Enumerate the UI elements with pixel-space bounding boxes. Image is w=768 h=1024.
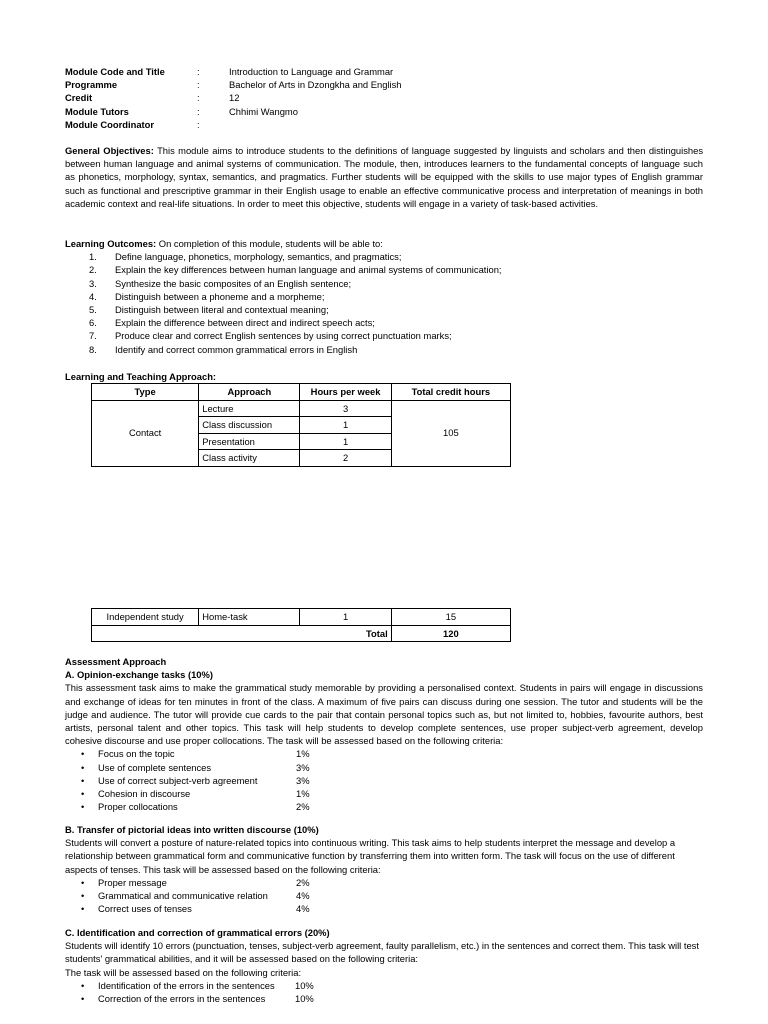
approach-cell: Class discussion <box>199 417 300 434</box>
list-item: • Cohesion in discourse 1% <box>81 787 310 799</box>
meta-colon: : <box>197 79 200 91</box>
list-item: • Focus on the topic 1% <box>81 748 310 760</box>
list-item: 5. Distinguish between literal and contextual meaning; <box>89 303 329 315</box>
total-value: 120 <box>391 625 510 642</box>
list-item: 8. Identify and correct common grammatical errors in English <box>89 343 358 355</box>
approach-table-continued <box>91 608 511 642</box>
assessment-a-text: This assessment task aims to make the grammatical study memorable by providing a personalised context. Students in pairs will engage in discussions and exchange of ideas for ten minutes in front of the class. A maximum of five pairs can discuss during one session. The tutor and students will be the judge and audience. The tutor will provide cue cards to the pair that contain personal topics such as, but not limited to, hobbies, favourite authors, best artists, personal talent and other topics. This task will help students to develop complete sentences, use proper subject-verb agreement, develop cohesive discourse and use proper collocations. The task will be assessed based on the following criteria: <box>65 682 703 747</box>
general-objectives <box>65 144 703 210</box>
assessment-c-criteria <box>65 979 703 1005</box>
meta-value: Introduction to Language and Grammar <box>229 66 394 77</box>
assessment-b <box>65 823 703 915</box>
meta-colon: : <box>197 105 200 117</box>
approach-table <box>91 383 511 467</box>
hours-cell: 2 <box>300 450 391 467</box>
list-item: 3. Synthesize the basic composites of an English sentence; <box>89 277 352 289</box>
list-item: • Correction of the errors in the sentences 10% <box>81 993 314 1004</box>
meta-value: Bachelor of Arts in Dzongkha and English <box>229 79 402 91</box>
approach-cell: Home-task <box>199 609 300 626</box>
assessment-b-criteria <box>65 876 703 916</box>
assessment-a-title: A. Opinion-exchange tasks (10%) <box>65 669 213 681</box>
list-item: • Use of correct subject-verb agreement 3% <box>81 774 310 786</box>
list-item: • Correct uses of tenses 4% <box>81 903 310 915</box>
credit-hours-cell: 15 <box>391 609 510 626</box>
type-cell: Independent study <box>92 609 199 626</box>
hours-cell: 1 <box>300 433 391 450</box>
meta-row-credit <box>65 91 703 104</box>
meta-key: Module Coordinator <box>65 118 155 130</box>
hours-cell: 1 <box>300 417 391 434</box>
meta-value: Chhimi Wangmo <box>229 105 298 117</box>
list-item: • Use of complete sentences 3% <box>81 761 310 773</box>
column-header: Hours per week <box>300 384 391 401</box>
meta-value: 12 <box>229 92 240 104</box>
outcomes-list <box>65 250 703 356</box>
meta-key: Module Code and Title <box>65 66 165 77</box>
list-item: • Proper collocations 2% <box>81 801 310 813</box>
credit-hours-cell: 105 <box>391 400 510 466</box>
approach-cell: Presentation <box>199 433 300 450</box>
objectives-heading: General Objectives: <box>65 145 154 156</box>
list-item: 4. Distinguish between a phoneme and a morpheme; <box>89 290 325 302</box>
list-item: • Identification of the errors in the sentences 10% <box>81 979 314 991</box>
assessment-c-title: C. Identification and correction of grammatical errors (20%) <box>65 927 330 938</box>
meta-row-code <box>65 65 703 78</box>
objectives-text: This module aims to introduce students to the definitions of language suggested by linguists and scholars and then distinguishes between human language and animal systems of communication. The module, then, introduces learners to the fundamental concepts of language such as phonetics, morphology, syntax, semantics, and pragmatics. Further students will be equipped with the skills to use major types of English grammar such as functional and prescriptive grammar in their English usage to enable an effective communicative process and interpretation of meanings in both academic context and real-life situations. In order to meet this objective, students will engage in a variety of task-based activities. <box>65 145 704 209</box>
column-header: Type <box>92 384 199 401</box>
approach-heading: Learning and Teaching Approach: <box>65 371 217 382</box>
list-item: • Grammatical and communicative relation 4% <box>81 890 310 901</box>
meta-key: Programme <box>65 79 118 91</box>
list-item: 2. Explain the key differences between human language and animal systems of communication; <box>89 264 502 276</box>
meta-row-programme <box>65 78 703 91</box>
meta-colon: : <box>197 118 200 130</box>
list-item: 7. Produce clear and correct English sentences by using correct punctuation marks; <box>89 330 452 342</box>
assessment-heading: Assessment Approach <box>65 656 167 667</box>
approach-cell: Lecture <box>199 400 300 417</box>
module-meta <box>65 65 703 131</box>
hours-cell: 1 <box>300 609 391 626</box>
outcomes-intro: On completion of this module, students will be able to: <box>158 238 383 249</box>
table-row <box>92 609 511 626</box>
table-header-row <box>92 384 511 401</box>
column-header: Total credit hours <box>391 384 510 401</box>
assessment-section <box>65 655 703 813</box>
list-item: 6. Explain the difference between direct and indirect speech acts; <box>89 317 375 329</box>
outcomes-heading: Learning Outcomes: <box>65 238 157 249</box>
meta-key: Credit <box>65 92 93 104</box>
table-total-row <box>92 625 511 642</box>
meta-colon: : <box>197 66 200 77</box>
list-item: • Proper message 2% <box>81 876 310 888</box>
meta-row-tutors <box>65 105 703 118</box>
list-item: 1. Define language, phonetics, morphology, semantics, and pragmatics; <box>89 251 402 263</box>
assessment-a-criteria <box>65 747 703 813</box>
meta-key: Module Tutors <box>65 105 129 117</box>
assessment-c-text2: The task will be assessed based on the following criteria: <box>65 966 302 978</box>
approach-cell: Class activity <box>199 450 300 467</box>
assessment-c <box>65 926 703 1005</box>
assessment-b-text: Students will convert a posture of nature-related topics into continuous writing. This task aims to help students interpret the message and develop a relationship between grammatical form and communicative function by transferring them into written form. The task will focus on the use of different aspects of tenses. This task will be assessed based on the following criteria: <box>65 837 676 875</box>
assessment-c-text: Students will identify 10 errors (punctuation, tenses, subject-verb agreement, faulty parallelism, etc.) in the sentences and correct them. This task will test students' grammatical abilities, and it will be assessed based on the following criteria: <box>65 940 699 965</box>
hours-cell: 3 <box>300 400 391 417</box>
column-header: Approach <box>199 384 300 401</box>
assessment-b-title: B. Transfer of pictorial ideas into written discourse (10%) <box>65 824 319 835</box>
type-cell: Contact <box>92 400 199 466</box>
table-row <box>92 400 511 417</box>
meta-colon: : <box>197 92 200 104</box>
meta-row-coordinator <box>65 118 703 131</box>
learning-outcomes <box>65 237 703 356</box>
total-label: Total <box>92 625 392 642</box>
